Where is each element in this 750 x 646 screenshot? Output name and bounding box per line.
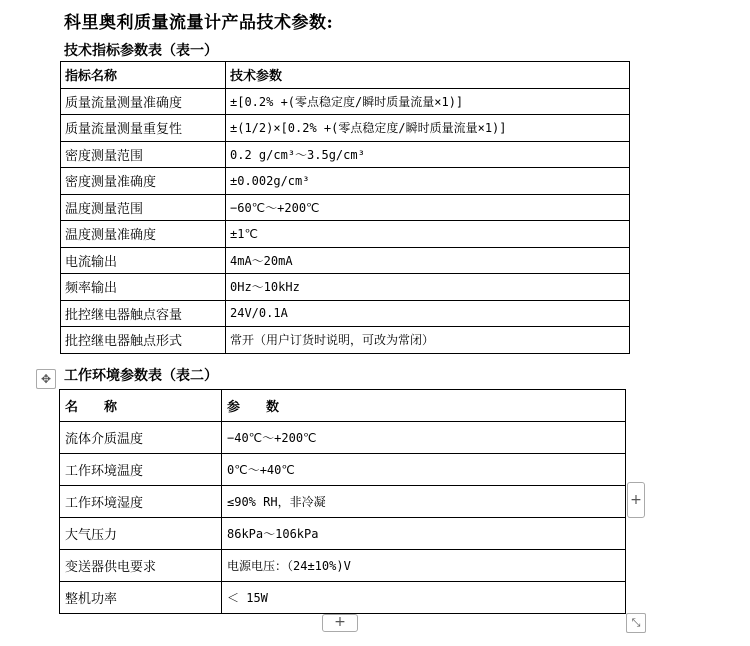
param-name-cell: 电流输出 [61, 247, 226, 274]
param-name-cell: 温度测量准确度 [61, 221, 226, 248]
table-row [61, 141, 630, 168]
table-row [60, 454, 626, 486]
param-value-cell: −60℃～+200℃ [226, 194, 630, 221]
param-value-cell: 24V/0.1A [226, 300, 630, 327]
header-value-cell: 参 数 [222, 390, 626, 422]
table-row [60, 486, 626, 518]
param-name-cell: 密度测量准确度 [61, 168, 226, 195]
param-name-cell: 变送器供电要求 [60, 550, 222, 582]
param-value-cell: 常开（用户订货时说明，可改为常闭） [226, 327, 630, 354]
param-name-cell: 大气压力 [60, 518, 222, 550]
table-row [60, 422, 626, 454]
technical-specs-table [60, 61, 630, 354]
param-name-cell: 频率输出 [61, 274, 226, 301]
table-row [61, 327, 630, 354]
param-value-cell: 电源电压：（24±10%)V [222, 550, 626, 582]
table-row [61, 274, 630, 301]
table-row [61, 221, 630, 248]
table-row [61, 168, 630, 195]
table-row [61, 115, 630, 142]
table-resize-icon[interactable]: ⤡ [626, 613, 646, 633]
param-name-cell: 工作环境温度 [60, 454, 222, 486]
header-value-cell: 技术参数 [226, 62, 630, 89]
param-value-cell: ＜ 15W [222, 582, 626, 614]
add-column-button[interactable]: + [627, 482, 645, 518]
param-value-cell: ±[0.2% +(零点稳定度/瞬时质量流量×1)] [226, 88, 630, 115]
param-value-cell: 86kPa～106kPa [222, 518, 626, 550]
header-name-cell: 名 称 [60, 390, 222, 422]
table-row [60, 518, 626, 550]
param-value-cell: ±(1/2)×[0.2% +(零点稳定度/瞬时质量流量×1)] [226, 115, 630, 142]
param-name-cell: 流体介质温度 [60, 422, 222, 454]
table-row [61, 247, 630, 274]
param-name-cell: 质量流量测量重复性 [61, 115, 226, 142]
param-name-cell: 质量流量测量准确度 [61, 88, 226, 115]
param-name-cell: 温度测量范围 [61, 194, 226, 221]
param-name-cell: 批控继电器触点容量 [61, 300, 226, 327]
param-value-cell: 0.2 g/cm³～3.5g/cm³ [226, 141, 630, 168]
table-header-row [61, 62, 630, 89]
param-name-cell: 密度测量范围 [61, 141, 226, 168]
table-row [61, 88, 630, 115]
table-header-row [60, 390, 626, 422]
table-row [61, 300, 630, 327]
param-name-cell: 整机功率 [60, 582, 222, 614]
environment-specs-table [59, 389, 626, 614]
param-value-cell: ±0.002g/cm³ [226, 168, 630, 195]
table-row [61, 194, 630, 221]
table-row [60, 550, 626, 582]
param-value-cell: 0Hz～10kHz [226, 274, 630, 301]
document-title: 科里奥利质量流量计产品技术参数: [64, 13, 334, 33]
param-name-cell: 批控继电器触点形式 [61, 327, 226, 354]
param-name-cell: 工作环境湿度 [60, 486, 222, 518]
param-value-cell: 4mA～20mA [226, 247, 630, 274]
param-value-cell: ≤90% RH，非冷凝 [222, 486, 626, 518]
table1-caption: 技术指标参数表（表一） [64, 43, 218, 59]
param-value-cell: −40℃～+200℃ [222, 422, 626, 454]
add-row-button[interactable]: + [322, 614, 358, 632]
param-value-cell: 0℃～+40℃ [222, 454, 626, 486]
table-move-icon[interactable]: ✥ [36, 369, 56, 389]
header-name-cell: 指标名称 [61, 62, 226, 89]
table2-caption: 工作环境参数表（表二） [64, 368, 218, 384]
table-row [60, 582, 626, 614]
param-value-cell: ±1℃ [226, 221, 630, 248]
